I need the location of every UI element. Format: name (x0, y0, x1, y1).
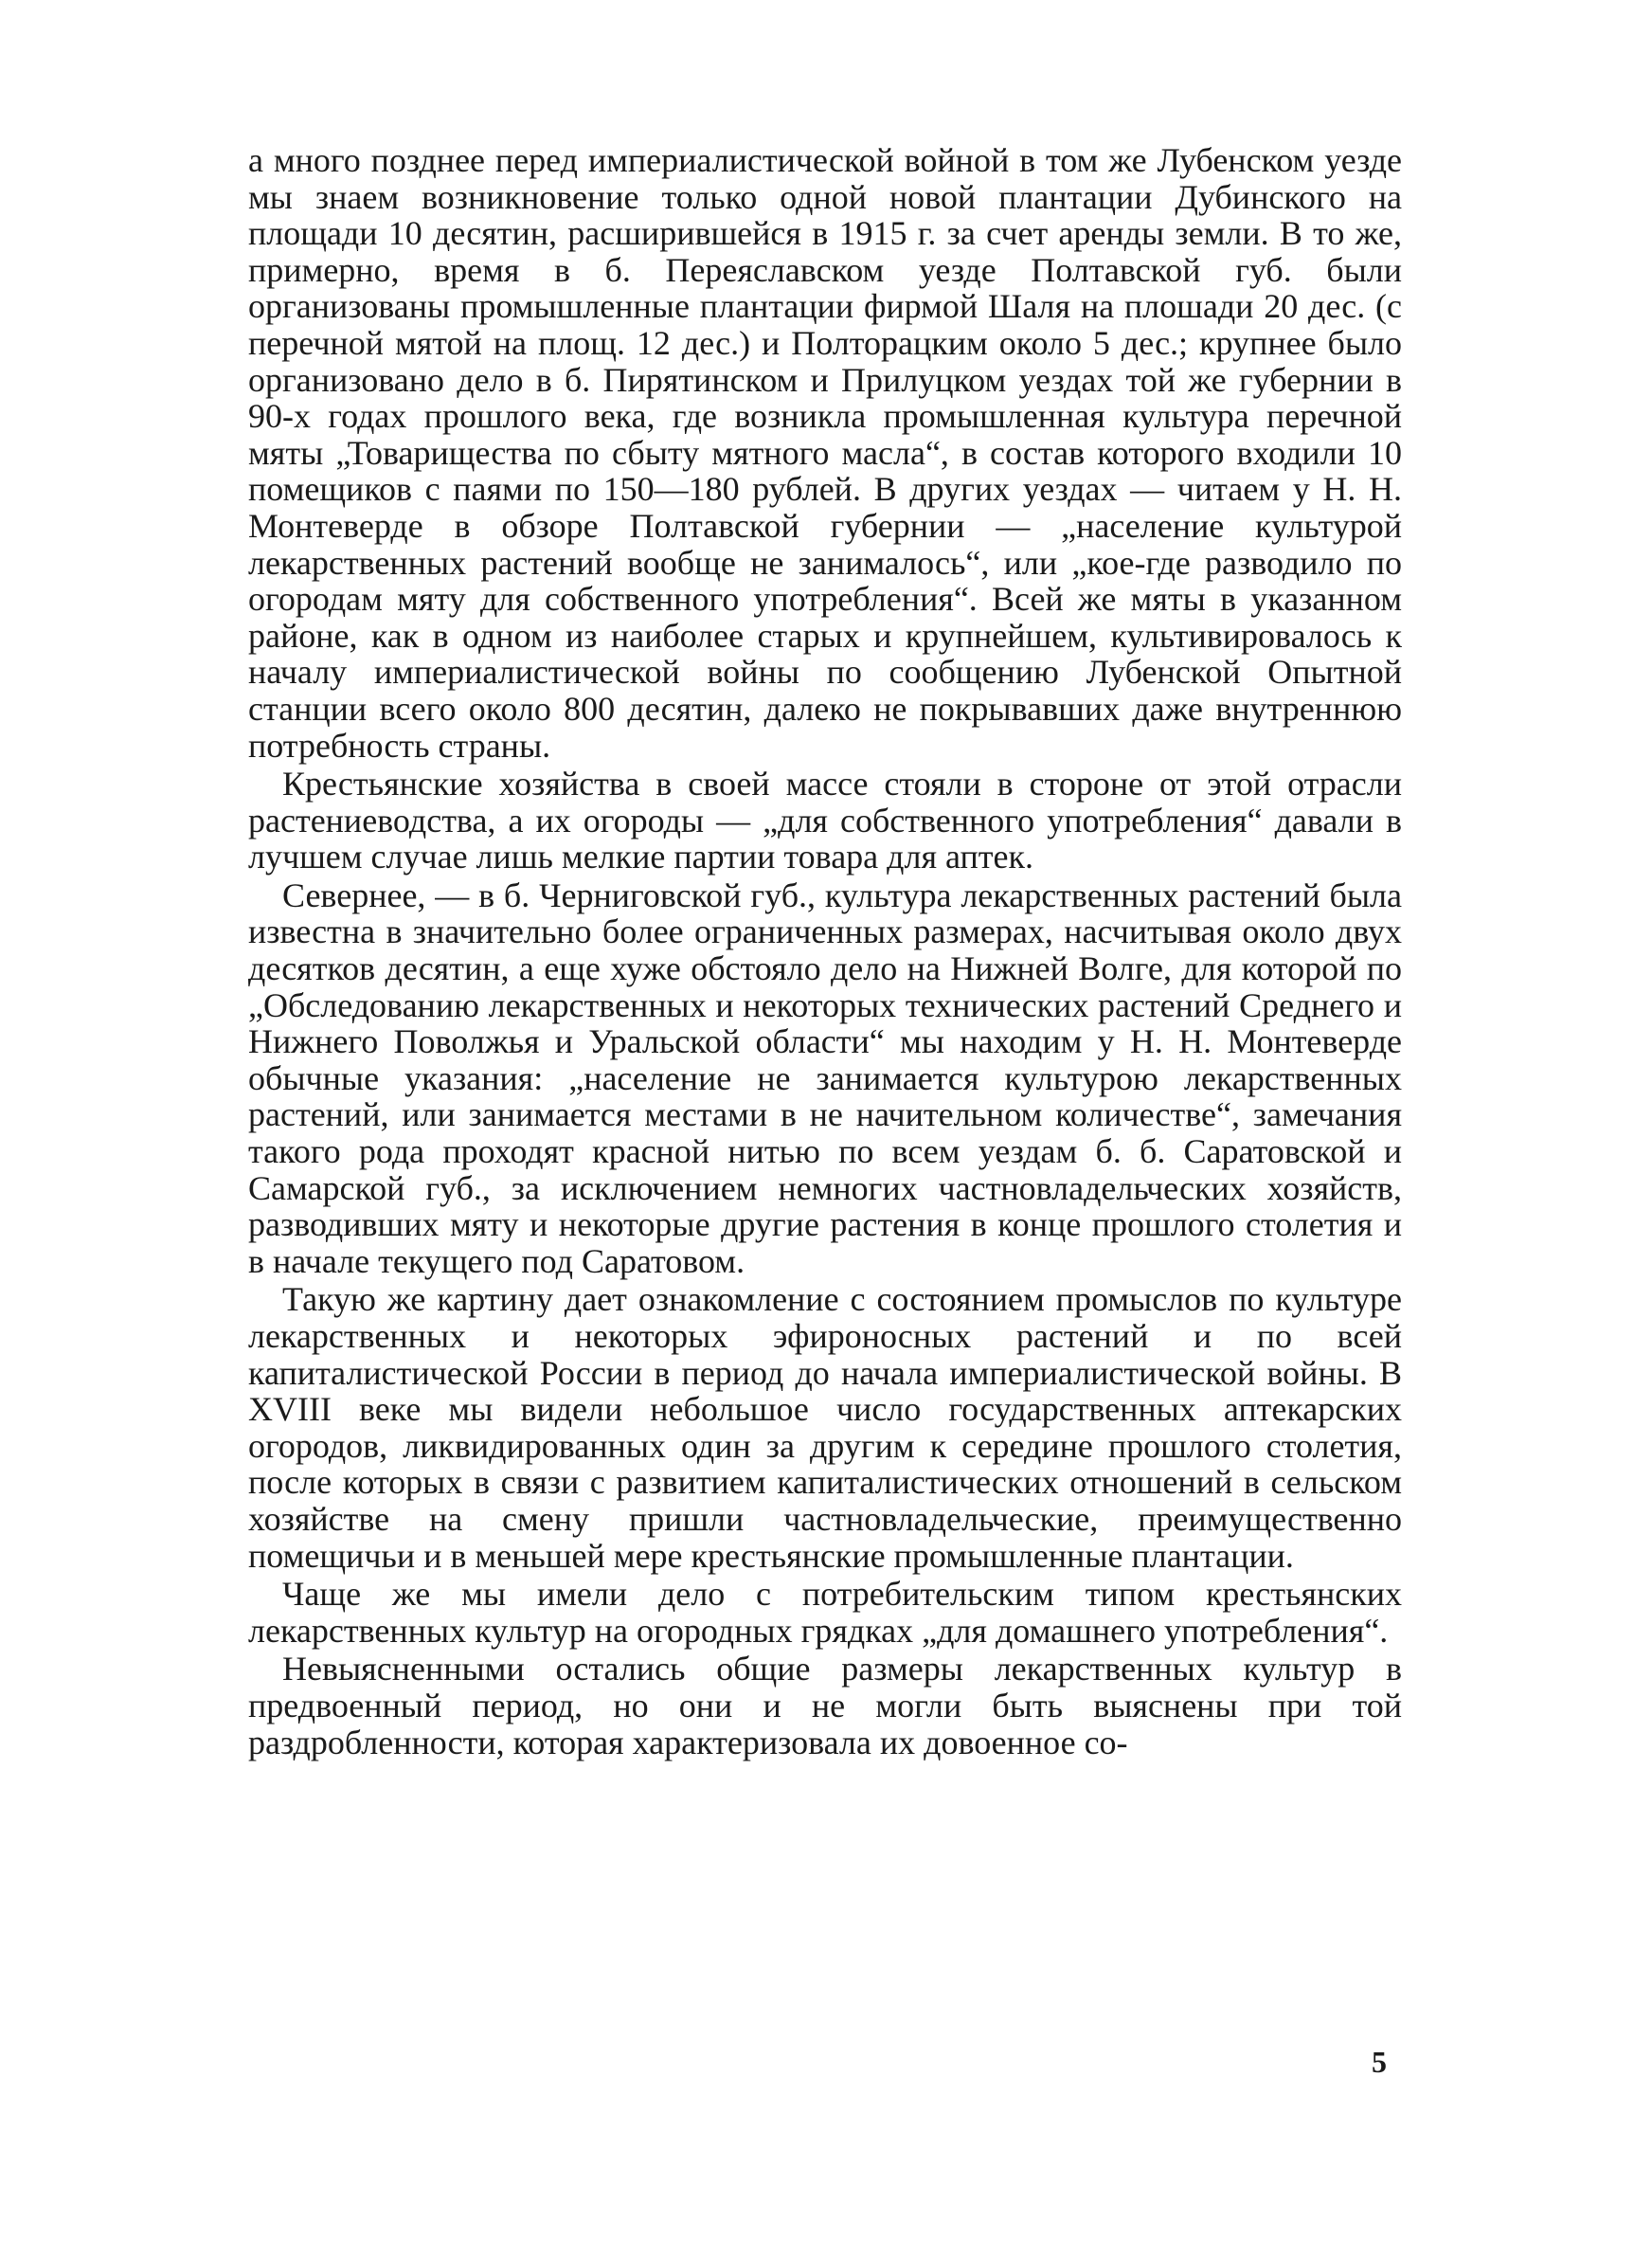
page-number: 5 (1372, 2045, 1387, 2079)
paragraph-6: Невыясненными остались общие размеры лекарственных культур в предвоенный период, но они и не могли быть выяснены при той раздробленности, которая характеризовала их довоенное со- (248, 1650, 1402, 1761)
paragraph-2: Крестьянские хозяйства в своей массе стояли в стороне от этой отрасли растениеводства, а их огороды — „для собственного употребления“ давали в лучшем случае лишь мелкие партии товара для аптек. (248, 765, 1402, 876)
paragraph-4: Такую же картину дает ознакомление с состоянием промыслов по культуре лекарственных и некоторых эфироносных растений и по всей капиталистической России в период до начала империалистической войны. В XVIII веке мы видели небольшое число государственных аптекарских огородов, ликвидированных один за другим к середине прошлого столетия, после которых в связи с развитием капиталистических отношений в сельском хозяйстве на смену пришли частновладельческие, преимущественно помещичьи и в меньшей мере крестьянские промышленные плантации. (248, 1280, 1402, 1575)
body-text (248, 142, 1402, 1762)
paragraph-3: Севернее, — в б. Черниговской губ., культура лекарственных растений была известна в значительно более ограниченных размерах, насчитывая около двух десятков десятин, а еще хуже обстояло дело на Нижней Волге, для которой по „Обследованию лекарственных и некоторых технических растений Среднего и Нижнего Поволжья и Уральской области“ мы находим у Н. Н. Монтеверде обычные указания: „население не занимается культурою лекарственных растений, или занимается местами в не начительном количестве“, замечания такого рода проходят красной нитью по всем уездам б. б. Саратовской и Самарской губ., за исключением немногих частновладельческих хозяйств, разводивших мяту и некоторые другие растения в конце прошлого столетия и в начале текущего под Саратовом. (248, 876, 1402, 1280)
paragraph-5: Чаще же мы имели дело с потребительским типом крестьянских лекарственных культур на огородных грядках „для домашнего употребления“. (248, 1575, 1402, 1650)
paragraph-1: а много позднее перед империалистической войной в том же Лубенском уезде мы знаем возникновение только одной новой плантации Дубинского на площади 10 десятин, расширившейся в 1915 г. за счет аренды земли. В то же, примерно, время в б. Переяславском уезде Полтавской губ. были организованы промышленные плантации фирмой Шаля на плошади 20 дес. (с перечной мятой на площ. 12 дес.) и Полторацким около 5 дес.; крупнее было организовано дело в б. Пирятинском и Прилуцком уездах той же губернии в 90-х годах прошлого века, где возникла промышленная культура перечной мяты „Товарищества по сбыту мятного масла“, в состав которого входили 10 помещиков с паями по 150—180 рублей. В других уездах — читаем у Н. Н. Монтеверде в обзоре Полтавской губернии — „население культурой лекарственных растений вообще не занималось“, или „кое-где разводило по огородам мяту для собственного употребления“. Всей же мяты в указанном районе, как в одном из наиболее старых и крупнейшем, культивировалось к началу империалистической войны по сообщению Лубенской Опытной станции всего около 800 десятин, далеко не покрывавших даже внутреннюю потребность страны. (248, 141, 1402, 765)
